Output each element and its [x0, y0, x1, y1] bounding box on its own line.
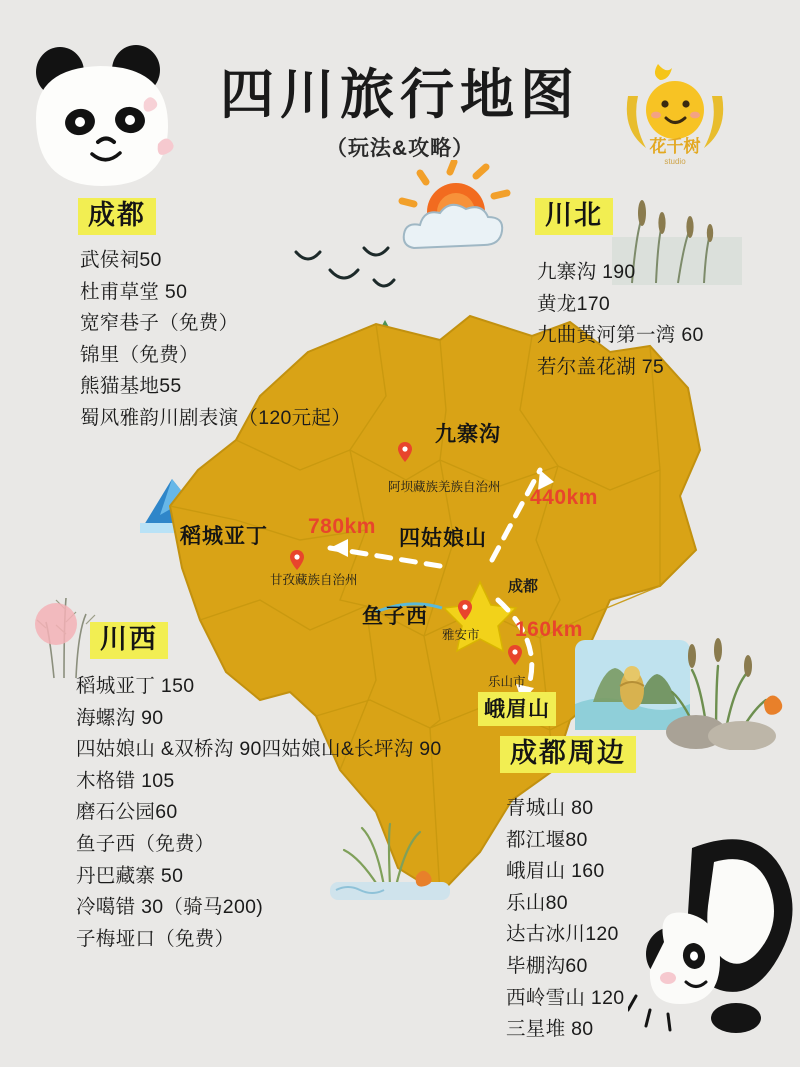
list-item: 子梅垭口（免费） — [76, 927, 235, 950]
map-label-ganzi: 甘孜藏族自治州 — [270, 573, 358, 587]
list-item: 熊猫基地55 — [80, 375, 182, 398]
map-label-aba: 阿坝藏族羌族自治州 — [388, 480, 501, 494]
list-item: 九曲黄河第一湾 60 — [537, 324, 704, 347]
map-distance-160km: 160km — [515, 618, 583, 641]
panel-chengdu-around-list — [506, 793, 636, 1046]
list-item: 都江堰80 — [506, 828, 588, 851]
list-item: 毕棚沟60 — [506, 954, 588, 977]
list-item: 乐山80 — [506, 891, 568, 914]
list-item: 蜀风雅韵川剧表演（120元起） — [80, 406, 352, 429]
list-item: 杜甫草堂 50 — [80, 280, 188, 303]
map-pin-ganzi[interactable] — [290, 550, 304, 570]
list-item: 若尔盖花湖 75 — [537, 355, 665, 378]
list-item: 丹巴藏寨 50 — [76, 864, 184, 887]
list-item: 鱼子西（免费） — [76, 832, 215, 855]
list-item: 青城山 80 — [506, 797, 594, 820]
panel-chengdu — [78, 198, 351, 435]
list-item: 黄龙170 — [537, 292, 611, 315]
studio-logo — [610, 48, 740, 168]
page-title: 四川旅行地图 — [220, 63, 580, 126]
panel-chuanbei-list — [537, 257, 704, 383]
panel-chuanxi-heading: 川西 — [90, 622, 168, 659]
map-pin-leshan[interactable] — [508, 645, 522, 665]
panel-chuanxi — [52, 622, 442, 955]
panel-chuanxi-list — [76, 671, 442, 955]
logo-text: 花千树 — [649, 137, 701, 157]
map-label-chengdu-city: 成都 — [508, 578, 539, 595]
map-label-siguniang: 四姑娘山 — [399, 527, 487, 550]
panel-chuanbei — [535, 198, 704, 383]
map-label-yaan: 雅安市 — [442, 628, 480, 642]
list-item: 峨眉山 160 — [506, 860, 605, 883]
map-label-jiuzhaigou: 九寨沟 — [435, 423, 501, 446]
list-item: 九寨沟 190 — [537, 261, 636, 284]
list-item: 四姑娘山 &双桥沟 90四姑娘山&长坪沟 90 — [76, 738, 442, 761]
map-label-daocheng: 稻城亚丁 — [180, 525, 268, 548]
page-subtitle: （玩法&攻略） — [325, 137, 475, 160]
list-item: 三星堆 80 — [506, 1018, 594, 1041]
logo-subtext: studio — [664, 157, 686, 166]
list-item: 宽窄巷子（免费） — [80, 312, 239, 335]
map-pin-jiuzhaigou[interactable] — [398, 442, 412, 462]
list-item: 冷噶错 30（骑马200) — [76, 896, 264, 919]
list-item: 武侯祠50 — [80, 249, 162, 272]
panda-illustration-bottom-right — [628, 818, 800, 1033]
list-item: 木格错 105 — [76, 769, 175, 792]
list-item: 达古冰川120 — [506, 923, 619, 946]
panel-chengdu-around-heading: 成都周边 — [500, 736, 636, 773]
list-item: 西岭雪山 120 — [506, 986, 625, 1009]
list-item: 海螺沟 90 — [76, 706, 164, 729]
panel-chuanbei-heading: 川北 — [535, 198, 613, 235]
map-distance-780km: 780km — [308, 515, 376, 538]
list-item: 磨石公园60 — [76, 801, 178, 824]
panel-chengdu-around — [500, 736, 636, 1046]
map-distance-440km: 440km — [530, 486, 598, 509]
panel-chengdu-list — [80, 245, 351, 434]
map-pin-yaan[interactable] — [458, 600, 472, 620]
map-label-yuzixi: 鱼子西 — [362, 605, 428, 628]
grass-rock-illustration — [660, 620, 800, 750]
panel-chengdu-heading: 成都 — [78, 198, 156, 235]
list-item: 锦里（免费） — [80, 343, 199, 366]
map-label-emei: 峨眉山 — [478, 692, 556, 726]
list-item: 稻城亚丁 150 — [76, 675, 195, 698]
map-label-leshan: 乐山市 — [488, 675, 526, 689]
